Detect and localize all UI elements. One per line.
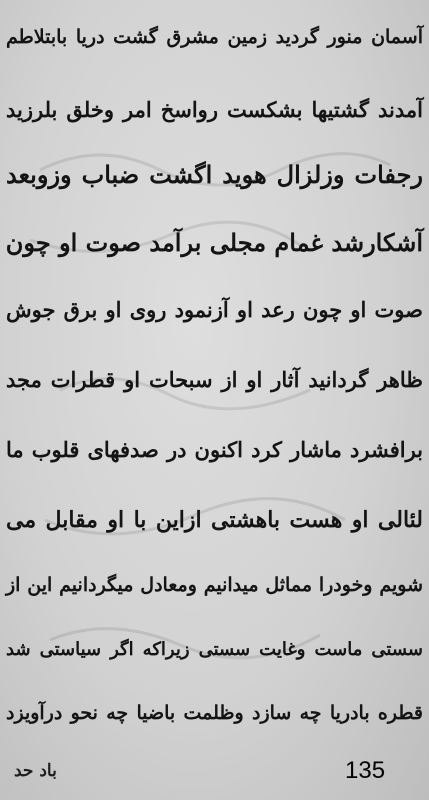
text-line: ظاهر گردانید آثار او از سبحات او قطرات مجد (6, 367, 423, 392)
text-line: برافشرد ماشار کرد اکنون در صدفهای قلوب ما (6, 437, 423, 462)
text-line: رجفات وزلزال هوید اگشت ضباب وزوبعد (6, 160, 423, 189)
manuscript-text-block (6, 0, 423, 800)
text-line: آسمان منور گردید زمین مشرق گشت دریا بابتلاطم (6, 26, 423, 48)
text-line: آمدند گشتیها بشکست رواسخ امر وخلق بلرزید (6, 97, 423, 122)
text-line: قطره بادریا چه سازد وظلمت باضیا چه نحو درآویزد (6, 702, 423, 724)
page-number: 135 (345, 757, 386, 784)
text-line: صوت او چون رعد او آزنمود روی او برق جوش (6, 297, 423, 322)
text-line: سستی ماست وغایت سستی زیراکه اگر سیاستی شد (6, 639, 423, 660)
catchword: باد حد (14, 761, 57, 781)
text-line: آشکارشد غمام مجلی برآمد صوت او چون (5, 228, 423, 257)
text-line: شویم وخودرا مماثل میدانیم ومعادل میگردانیم این از (6, 574, 423, 596)
text-line: لئالی او هست باهشتی ازاین با او مقابل می (6, 507, 423, 533)
